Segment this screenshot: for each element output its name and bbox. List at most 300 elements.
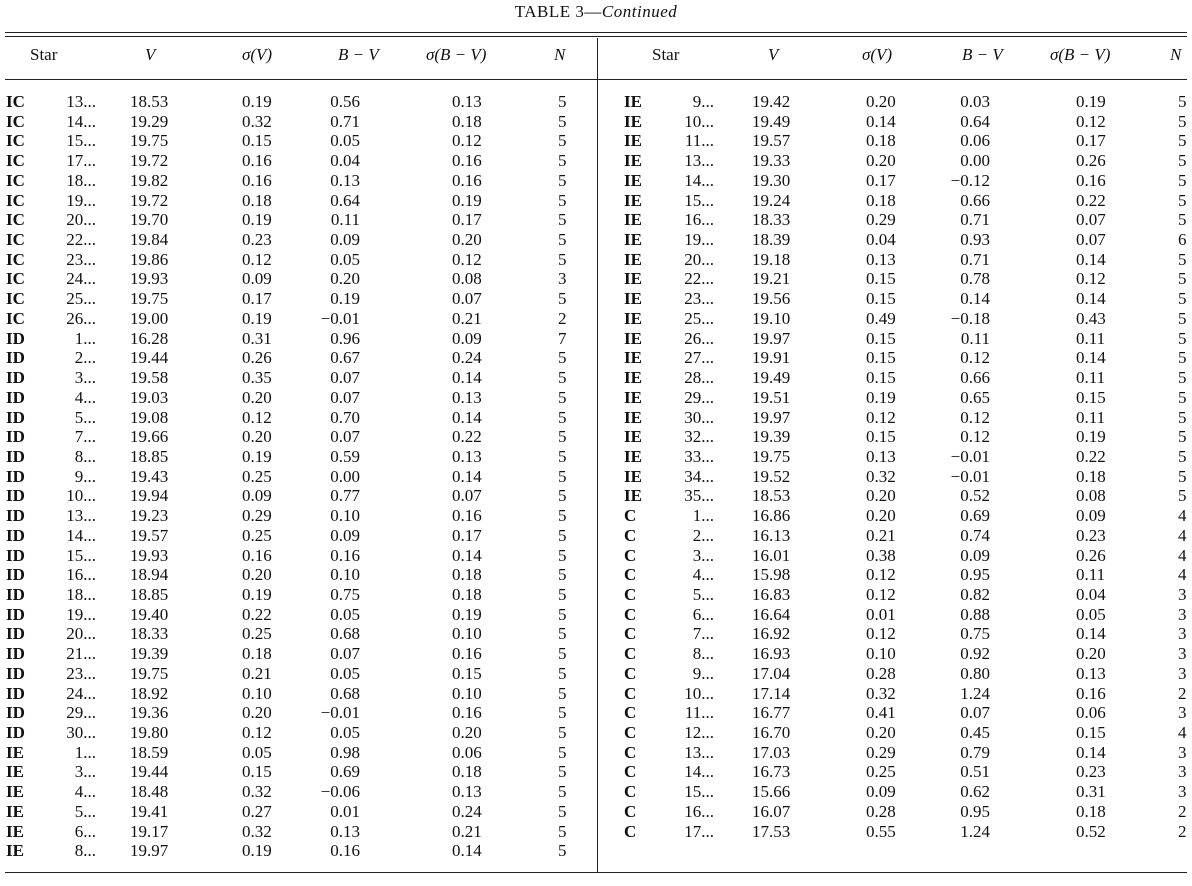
cell-v: 18.85 xyxy=(130,447,169,466)
cell-bv: 0.70 xyxy=(330,408,360,427)
cell-n: 5 xyxy=(558,684,567,703)
star-prefix: IE xyxy=(6,822,24,841)
star-prefix: C xyxy=(624,605,637,624)
cell-sigma-v: 0.20 xyxy=(242,388,272,407)
cell-sigma-v: 0.16 xyxy=(242,151,272,170)
cell-bv: 0.67 xyxy=(330,348,360,367)
cell-sigma-bv: 0.26 xyxy=(1076,151,1106,170)
cell-v: 19.93 xyxy=(130,269,169,288)
star-prefix: ID xyxy=(6,506,25,525)
cell-bv: −0.01 xyxy=(950,467,990,486)
cell-n: 5 xyxy=(558,131,567,150)
star-prefix: IE xyxy=(624,408,642,427)
cell-bv: 0.07 xyxy=(330,644,360,663)
cell-sigma-bv: 0.14 xyxy=(452,368,482,387)
table-row xyxy=(0,309,1192,329)
cell-v: 18.94 xyxy=(130,565,169,584)
cell-sigma-bv: 0.13 xyxy=(1076,664,1106,683)
cell-bv: 0.62 xyxy=(960,782,990,801)
cell-sigma-v: 0.17 xyxy=(242,289,272,308)
cell-bv: 0.10 xyxy=(330,565,360,584)
star-number: 6... xyxy=(692,605,714,624)
cell-bv: 0.82 xyxy=(960,585,990,604)
star-prefix: C xyxy=(624,723,637,742)
cell-bv: 0.10 xyxy=(330,506,360,525)
cell-v: 19.00 xyxy=(130,309,169,328)
cell-sigma-bv: 0.19 xyxy=(1076,92,1106,111)
header-rule xyxy=(5,79,1187,80)
star-number: 4... xyxy=(692,565,714,584)
cell-n: 3 xyxy=(1178,743,1187,762)
cell-sigma-bv: 0.19 xyxy=(452,605,482,624)
cell-v: 19.82 xyxy=(130,171,169,190)
cell-sigma-v: 0.18 xyxy=(866,131,896,150)
cell-sigma-bv: 0.18 xyxy=(452,585,482,604)
star-number: 8... xyxy=(74,447,96,466)
cell-v: 16.83 xyxy=(752,585,791,604)
cell-sigma-bv: 0.20 xyxy=(452,230,482,249)
col-header-star: Star xyxy=(30,45,58,64)
star-number: 20... xyxy=(66,624,96,643)
star-number: 16... xyxy=(66,565,96,584)
cell-bv: 0.14 xyxy=(960,289,990,308)
cell-v: 18.33 xyxy=(130,624,169,643)
cell-bv: 0.11 xyxy=(960,329,990,348)
cell-bv: 0.05 xyxy=(330,664,360,683)
cell-n: 5 xyxy=(1178,486,1187,505)
star-prefix: C xyxy=(624,506,637,525)
cell-v: 19.49 xyxy=(752,112,791,131)
star-prefix: IE xyxy=(624,388,642,407)
cell-sigma-bv: 0.08 xyxy=(452,269,482,288)
cell-v: 16.07 xyxy=(752,802,791,821)
cell-v: 19.08 xyxy=(130,408,169,427)
cell-sigma-v: 0.19 xyxy=(242,447,272,466)
cell-v: 16.86 xyxy=(752,506,791,525)
cell-n: 5 xyxy=(558,191,567,210)
cell-sigma-v: 0.15 xyxy=(866,348,896,367)
cell-sigma-v: 0.32 xyxy=(242,822,272,841)
cell-sigma-bv: 0.18 xyxy=(452,565,482,584)
cell-sigma-bv: 0.16 xyxy=(452,151,482,170)
star-prefix: C xyxy=(624,762,637,781)
cell-bv: 1.24 xyxy=(960,822,990,841)
cell-sigma-bv: 0.06 xyxy=(452,743,482,762)
cell-n: 5 xyxy=(558,644,567,663)
cell-bv: 0.07 xyxy=(330,388,360,407)
cell-sigma-bv: 0.18 xyxy=(1076,467,1106,486)
cell-n: 5 xyxy=(1178,131,1187,150)
table-row xyxy=(0,447,1192,467)
star-number: 11... xyxy=(684,703,714,722)
star-prefix: IE xyxy=(624,348,642,367)
star-prefix: IE xyxy=(624,368,642,387)
star-prefix: IE xyxy=(624,250,642,269)
cell-v: 19.58 xyxy=(130,368,169,387)
star-prefix: IE xyxy=(624,289,642,308)
cell-sigma-v: 0.20 xyxy=(866,151,896,170)
cell-bv: 0.04 xyxy=(330,151,360,170)
cell-bv: 0.68 xyxy=(330,624,360,643)
col-header-sigma-bv: σ(B − V) xyxy=(426,45,487,64)
star-number: 16... xyxy=(684,802,714,821)
star-number: 21... xyxy=(66,644,96,663)
col-header-bv: B − V xyxy=(962,45,1003,64)
star-prefix: C xyxy=(624,802,637,821)
star-number: 15... xyxy=(66,546,96,565)
cell-n: 3 xyxy=(1178,762,1187,781)
star-number: 20... xyxy=(684,250,714,269)
cell-sigma-bv: 0.09 xyxy=(1076,506,1106,525)
cell-sigma-v: 0.19 xyxy=(866,388,896,407)
star-number: 5... xyxy=(74,408,96,427)
table-row xyxy=(0,131,1192,151)
table-row xyxy=(0,486,1192,506)
cell-sigma-v: 0.12 xyxy=(242,723,272,742)
cell-n: 4 xyxy=(1178,565,1187,584)
star-number: 5... xyxy=(74,802,96,821)
cell-n: 5 xyxy=(1178,112,1187,131)
table-row xyxy=(0,210,1192,230)
cell-sigma-bv: 0.31 xyxy=(1076,782,1106,801)
cell-sigma-bv: 0.11 xyxy=(1076,329,1106,348)
cell-sigma-bv: 0.18 xyxy=(452,112,482,131)
cell-bv: 0.01 xyxy=(330,802,360,821)
cell-sigma-v: 0.10 xyxy=(866,644,896,663)
cell-sigma-bv: 0.17 xyxy=(452,526,482,545)
cell-n: 5 xyxy=(558,289,567,308)
cell-sigma-v: 0.15 xyxy=(242,762,272,781)
cell-sigma-v: 0.27 xyxy=(242,802,272,821)
star-prefix: C xyxy=(624,743,637,762)
star-prefix: IE xyxy=(624,427,642,446)
cell-n: 5 xyxy=(1178,368,1187,387)
cell-v: 19.23 xyxy=(130,506,169,525)
star-number: 17... xyxy=(684,822,714,841)
cell-sigma-bv: 0.09 xyxy=(452,329,482,348)
cell-sigma-bv: 0.13 xyxy=(452,447,482,466)
cell-bv: 0.13 xyxy=(330,822,360,841)
cell-sigma-bv: 0.07 xyxy=(452,486,482,505)
cell-bv: 0.80 xyxy=(960,664,990,683)
star-number: 22... xyxy=(684,269,714,288)
table-row xyxy=(0,171,1192,191)
cell-v: 19.75 xyxy=(130,131,169,150)
cell-sigma-v: 0.29 xyxy=(866,743,896,762)
col-header-n: N xyxy=(1170,45,1182,64)
cell-v: 16.92 xyxy=(752,624,791,643)
cell-v: 19.72 xyxy=(130,151,169,170)
cell-bv: 0.07 xyxy=(330,427,360,446)
table-row xyxy=(0,427,1192,447)
star-number: 1... xyxy=(74,329,96,348)
cell-n: 5 xyxy=(558,467,567,486)
star-prefix: C xyxy=(624,526,637,545)
cell-v: 19.97 xyxy=(752,329,791,348)
cell-sigma-v: 0.12 xyxy=(866,565,896,584)
star-number: 4... xyxy=(74,782,96,801)
cell-bv: 0.64 xyxy=(330,191,360,210)
cell-bv: 0.93 xyxy=(960,230,990,249)
cell-sigma-bv: 0.16 xyxy=(1076,684,1106,703)
col-header-v: V xyxy=(145,45,156,64)
cell-n: 6 xyxy=(1178,230,1187,249)
cell-bv: 0.19 xyxy=(330,289,360,308)
star-number: 23... xyxy=(66,664,96,683)
cell-n: 5 xyxy=(1178,191,1187,210)
table-row xyxy=(0,368,1192,388)
cell-bv: 0.00 xyxy=(960,151,990,170)
cell-bv: 0.12 xyxy=(960,348,990,367)
star-prefix: IE xyxy=(624,191,642,210)
cell-bv: 0.07 xyxy=(330,368,360,387)
cell-sigma-bv: 0.17 xyxy=(452,210,482,229)
star-number: 17... xyxy=(66,151,96,170)
star-number: 26... xyxy=(66,309,96,328)
star-prefix: C xyxy=(624,782,637,801)
cell-sigma-v: 0.20 xyxy=(242,703,272,722)
star-prefix: ID xyxy=(6,565,25,584)
star-prefix: IE xyxy=(624,467,642,486)
star-prefix: IE xyxy=(6,743,24,762)
cell-sigma-v: 0.05 xyxy=(242,743,272,762)
cell-sigma-bv: 0.23 xyxy=(1076,762,1106,781)
cell-bv: 0.16 xyxy=(330,841,360,860)
cell-n: 5 xyxy=(558,506,567,525)
cell-sigma-bv: 0.16 xyxy=(452,703,482,722)
star-number: 22... xyxy=(66,230,96,249)
cell-bv: 1.24 xyxy=(960,684,990,703)
star-prefix: IE xyxy=(6,762,24,781)
cell-bv: 0.12 xyxy=(960,427,990,446)
cell-v: 19.51 xyxy=(752,388,791,407)
cell-n: 5 xyxy=(558,171,567,190)
cell-sigma-bv: 0.15 xyxy=(1076,388,1106,407)
cell-v: 19.94 xyxy=(130,486,169,505)
star-prefix: IE xyxy=(624,329,642,348)
table-row xyxy=(0,802,1192,822)
cell-v: 15.66 xyxy=(752,782,791,801)
cell-sigma-v: 0.19 xyxy=(242,585,272,604)
cell-v: 19.44 xyxy=(130,348,169,367)
table-row xyxy=(0,250,1192,270)
star-prefix: C xyxy=(624,644,637,663)
cell-sigma-bv: 0.52 xyxy=(1076,822,1106,841)
cell-sigma-v: 0.21 xyxy=(242,664,272,683)
cell-sigma-bv: 0.19 xyxy=(452,191,482,210)
cell-v: 16.70 xyxy=(752,723,791,742)
cell-sigma-bv: 0.11 xyxy=(1076,408,1106,427)
cell-sigma-v: 0.18 xyxy=(242,644,272,663)
star-prefix: IE xyxy=(6,802,24,821)
cell-n: 5 xyxy=(558,624,567,643)
top-rule-1 xyxy=(5,32,1187,33)
star-number: 13... xyxy=(66,506,96,525)
cell-sigma-bv: 0.14 xyxy=(452,546,482,565)
cell-bv: 0.09 xyxy=(960,546,990,565)
cell-bv: −0.18 xyxy=(950,309,990,328)
cell-bv: 0.06 xyxy=(960,131,990,150)
cell-v: 19.97 xyxy=(752,408,791,427)
star-prefix: ID xyxy=(6,703,25,722)
cell-v: 19.75 xyxy=(130,289,169,308)
cell-sigma-bv: 0.16 xyxy=(452,171,482,190)
table-row xyxy=(0,546,1192,566)
cell-v: 19.18 xyxy=(752,250,791,269)
cell-sigma-v: 0.15 xyxy=(242,131,272,150)
star-number: 9... xyxy=(74,467,96,486)
cell-bv: 0.79 xyxy=(960,743,990,762)
star-prefix: C xyxy=(624,624,637,643)
star-prefix: C xyxy=(624,585,637,604)
star-number: 3... xyxy=(692,546,714,565)
cell-bv: 0.09 xyxy=(330,230,360,249)
cell-sigma-v: 0.25 xyxy=(866,762,896,781)
cell-v: 19.86 xyxy=(130,250,169,269)
star-number: 16... xyxy=(684,210,714,229)
star-prefix: IE xyxy=(624,309,642,328)
cell-sigma-bv: 0.16 xyxy=(452,506,482,525)
cell-sigma-v: 0.25 xyxy=(242,467,272,486)
star-number: 25... xyxy=(684,309,714,328)
top-rule-2 xyxy=(5,36,1187,37)
cell-v: 18.53 xyxy=(752,486,791,505)
cell-sigma-v: 0.01 xyxy=(866,605,896,624)
cell-bv: 0.09 xyxy=(330,526,360,545)
star-number: 7... xyxy=(74,427,96,446)
cell-sigma-bv: 0.14 xyxy=(1076,289,1106,308)
cell-bv: 0.03 xyxy=(960,92,990,111)
cell-sigma-v: 0.15 xyxy=(866,289,896,308)
cell-sigma-v: 0.12 xyxy=(866,585,896,604)
cell-sigma-bv: 0.14 xyxy=(452,841,482,860)
cell-n: 5 xyxy=(1178,289,1187,308)
star-number: 29... xyxy=(66,703,96,722)
cell-sigma-v: 0.20 xyxy=(866,92,896,111)
cell-v: 19.70 xyxy=(130,210,169,229)
cell-n: 5 xyxy=(558,230,567,249)
cell-n: 7 xyxy=(558,329,567,348)
cell-n: 5 xyxy=(558,743,567,762)
col-header-sigma-v: σ(V) xyxy=(242,45,273,64)
star-number: 27... xyxy=(684,348,714,367)
cell-sigma-v: 0.29 xyxy=(242,506,272,525)
cell-n: 5 xyxy=(558,585,567,604)
cell-bv: 0.66 xyxy=(960,191,990,210)
table-row xyxy=(0,388,1192,408)
cell-n: 5 xyxy=(558,841,567,860)
cell-bv: 0.45 xyxy=(960,723,990,742)
star-prefix: IC xyxy=(6,171,25,190)
cell-sigma-v: 0.10 xyxy=(242,684,272,703)
bottom-rule xyxy=(5,872,1187,873)
cell-n: 5 xyxy=(1178,427,1187,446)
star-prefix: C xyxy=(624,664,637,683)
star-prefix: IE xyxy=(624,230,642,249)
cell-v: 19.91 xyxy=(752,348,791,367)
cell-n: 5 xyxy=(558,368,567,387)
star-number: 32... xyxy=(684,427,714,446)
cell-n: 5 xyxy=(1178,269,1187,288)
cell-sigma-v: 0.15 xyxy=(866,368,896,387)
star-prefix: IE xyxy=(624,447,642,466)
cell-sigma-v: 0.17 xyxy=(866,171,896,190)
star-prefix: IC xyxy=(6,289,25,308)
table-row xyxy=(0,408,1192,428)
star-prefix: ID xyxy=(6,447,25,466)
cell-sigma-v: 0.19 xyxy=(242,92,272,111)
cell-n: 5 xyxy=(1178,348,1187,367)
cell-sigma-v: 0.25 xyxy=(242,624,272,643)
table-row xyxy=(0,112,1192,132)
cell-sigma-bv: 0.21 xyxy=(452,822,482,841)
cell-sigma-v: 0.41 xyxy=(866,703,896,722)
cell-n: 2 xyxy=(1178,802,1187,821)
cell-sigma-v: 0.19 xyxy=(242,841,272,860)
cell-n: 5 xyxy=(1178,250,1187,269)
cell-n: 4 xyxy=(1178,526,1187,545)
table-row xyxy=(0,289,1192,309)
cell-bv: 0.11 xyxy=(330,210,360,229)
cell-bv: 0.69 xyxy=(330,762,360,781)
cell-n: 5 xyxy=(558,782,567,801)
cell-v: 16.77 xyxy=(752,703,791,722)
cell-v: 19.75 xyxy=(130,664,169,683)
cell-sigma-v: 0.12 xyxy=(242,250,272,269)
cell-sigma-bv: 0.10 xyxy=(452,684,482,703)
cell-v: 19.40 xyxy=(130,605,169,624)
cell-sigma-v: 0.32 xyxy=(242,782,272,801)
cell-sigma-v: 0.29 xyxy=(866,210,896,229)
table-row xyxy=(0,664,1192,684)
cell-v: 19.29 xyxy=(130,112,169,131)
cell-sigma-bv: 0.14 xyxy=(452,467,482,486)
cell-bv: −0.01 xyxy=(950,447,990,466)
cell-n: 5 xyxy=(558,703,567,722)
star-prefix: ID xyxy=(6,368,25,387)
cell-sigma-v: 0.12 xyxy=(242,408,272,427)
table-row xyxy=(0,703,1192,723)
cell-n: 5 xyxy=(558,565,567,584)
cell-sigma-v: 0.38 xyxy=(866,546,896,565)
cell-n: 3 xyxy=(558,269,567,288)
cell-n: 5 xyxy=(1178,447,1187,466)
cell-sigma-bv: 0.14 xyxy=(452,408,482,427)
cell-bv: 0.07 xyxy=(960,703,990,722)
star-number: 24... xyxy=(66,269,96,288)
star-prefix: IE xyxy=(6,782,24,801)
cell-sigma-bv: 0.18 xyxy=(452,762,482,781)
cell-sigma-v: 0.04 xyxy=(866,230,896,249)
cell-n: 5 xyxy=(558,723,567,742)
cell-sigma-bv: 0.04 xyxy=(1076,585,1106,604)
star-prefix: IC xyxy=(6,92,25,111)
cell-bv: 0.00 xyxy=(330,467,360,486)
cell-v: 19.03 xyxy=(130,388,169,407)
cell-n: 5 xyxy=(1178,408,1187,427)
cell-sigma-bv: 0.14 xyxy=(1076,743,1106,762)
star-number: 15... xyxy=(684,191,714,210)
cell-sigma-v: 0.22 xyxy=(242,605,272,624)
table-row xyxy=(0,585,1192,605)
star-prefix: ID xyxy=(6,684,25,703)
cell-v: 19.10 xyxy=(752,309,791,328)
cell-sigma-bv: 0.12 xyxy=(1076,112,1106,131)
cell-n: 5 xyxy=(1178,171,1187,190)
cell-v: 16.64 xyxy=(752,605,791,624)
cell-n: 2 xyxy=(558,309,567,328)
star-number: 14... xyxy=(66,526,96,545)
